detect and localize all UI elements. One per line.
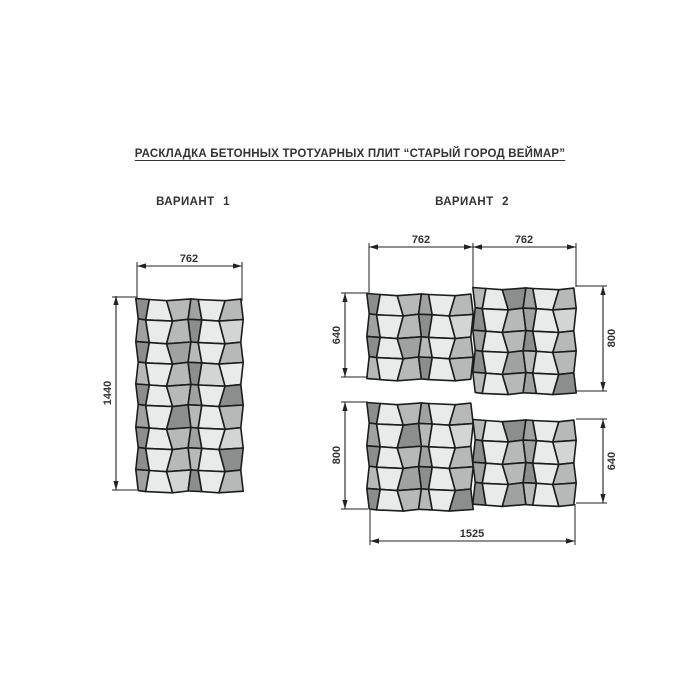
dimension-arrow-icon	[473, 244, 482, 249]
dimension-value: 762	[514, 234, 534, 246]
dimension-v2-upper-right-height	[576, 286, 618, 391]
dimension-arrow-icon	[600, 494, 605, 503]
dimension-value: 640	[606, 451, 618, 471]
dimension-value: 640	[331, 325, 343, 345]
dimension-arrow-icon	[566, 538, 575, 543]
dimension-v2-upper-left-height	[331, 293, 368, 377]
panel-lower-right	[473, 420, 576, 507]
diagram-title-text: РАСКЛАДКА БЕТОННЫХ ТРОТУАРНЫХ ПЛИТ “СТАРЫЙ ГОРОД ВЕЙМАР”	[134, 148, 566, 160]
dimension-value: 762	[179, 253, 199, 265]
panel-lower-left	[367, 403, 473, 512]
dimension-v2-top-left	[369, 234, 473, 294]
dimension-arrow-icon	[567, 244, 576, 249]
dimension-arrow-icon	[342, 293, 347, 302]
dimension-arrow-icon	[233, 263, 242, 268]
dimension-arrow-icon	[342, 402, 347, 411]
dimension-v2-lower-right-height	[576, 419, 618, 503]
dimension-arrow-icon	[137, 263, 146, 268]
dimension-v1-height	[102, 296, 137, 490]
dimension-arrow-icon	[600, 286, 605, 295]
dimension-arrow-icon	[342, 500, 347, 509]
dimension-arrow-icon	[370, 538, 379, 543]
dimension-arrow-icon	[600, 382, 605, 391]
variant2-label: ВАРИАНТ 2	[435, 196, 509, 208]
dimension-v1-width	[137, 253, 242, 301]
variant1-label: ВАРИАНТ 1	[156, 196, 230, 208]
dimension-arrow-icon	[600, 419, 605, 428]
panel-variant1	[136, 299, 243, 493]
dimension-arrow-icon	[369, 244, 378, 249]
panel-upper-right	[473, 288, 576, 395]
dimension-v2-lower-left-height	[331, 402, 368, 509]
dimension-arrow-icon	[113, 481, 118, 490]
dimension-value: 1440	[102, 380, 114, 406]
dimension-value: 800	[606, 328, 618, 348]
dimension-v2-top-right	[473, 234, 576, 287]
panel-upper-left	[367, 294, 473, 381]
dimension-arrow-icon	[464, 244, 473, 249]
dimension-value: 762	[411, 234, 431, 246]
dimension-arrow-icon	[342, 368, 347, 377]
dimension-value: 1525	[459, 528, 485, 540]
dimension-value: 800	[331, 445, 343, 465]
